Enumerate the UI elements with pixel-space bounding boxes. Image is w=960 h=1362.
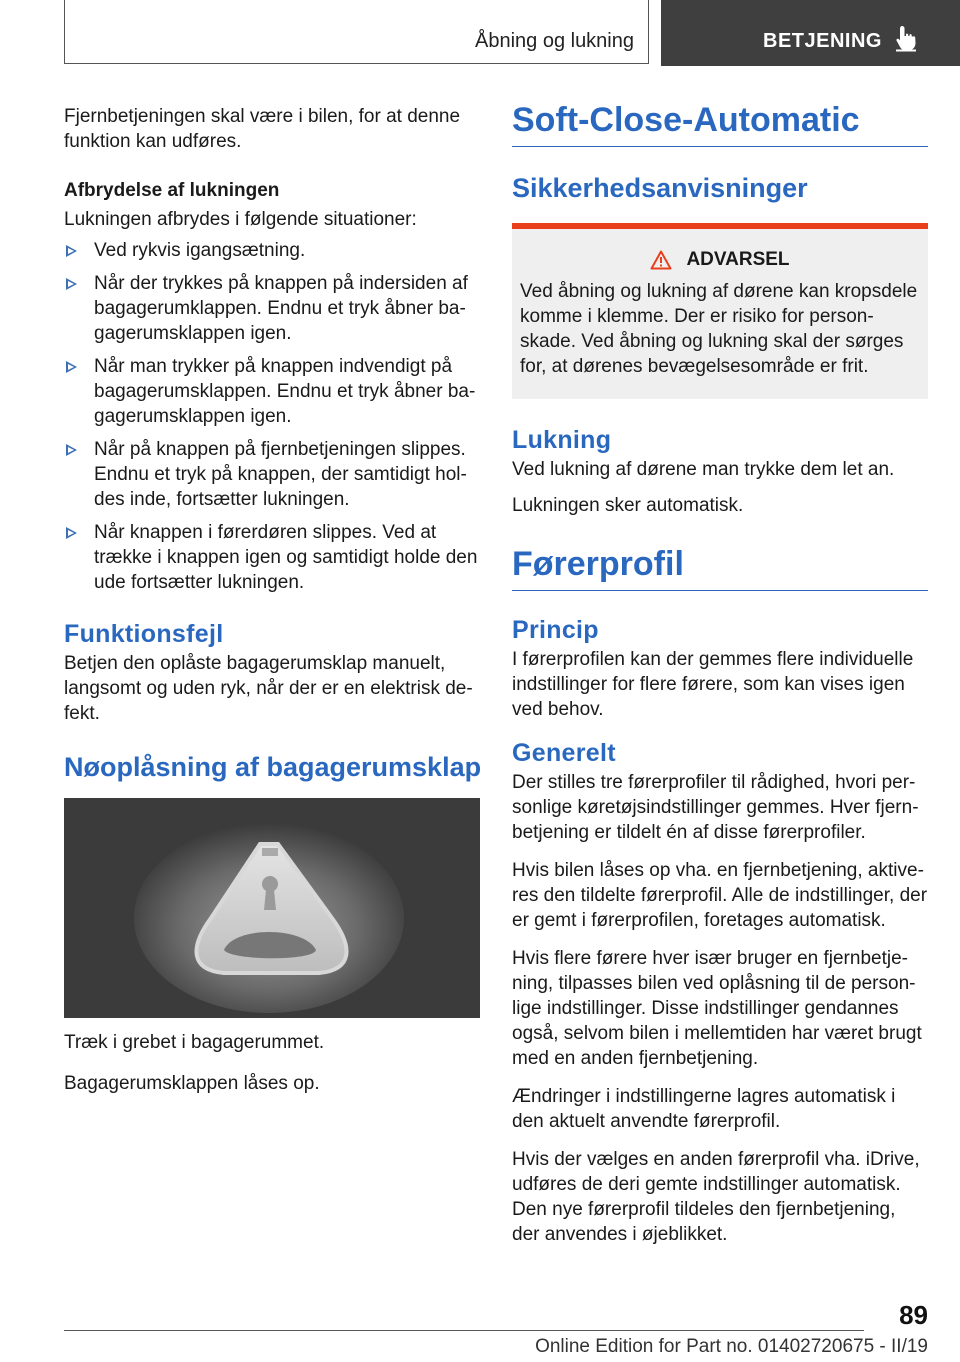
bullet-triangle-icon	[66, 278, 77, 290]
footer-rule	[64, 1330, 864, 1331]
warning-triangle-icon	[650, 250, 672, 270]
trunk-handle-photo	[64, 798, 480, 1018]
list-item: Når man trykker på knappen indvendigt på bagagerumsklappen. Endnu et tryk åbner ba-gagerumsklappen igen.	[64, 354, 482, 429]
interrupt-heading: Afbrydelse af lukningen	[64, 180, 280, 201]
interrupt-list	[64, 238, 482, 595]
fault-heading: Funktionsfejl	[64, 620, 224, 648]
list-item: Når der trykkes på knappen på indersiden af bagagerumklappen. Endnu et tryk åbner ba-gagerumsklappen igen.	[64, 271, 482, 346]
bullet-triangle-icon	[66, 444, 77, 456]
left-column	[64, 104, 482, 1096]
intro-text: Fjernbetjeningen skal være i bilen, for at denne funktion kan udføres.	[64, 106, 461, 152]
soft-close-heading: Soft-Close-Automatic	[512, 101, 860, 139]
list-item: Ved rykvis igangsætning.	[64, 238, 482, 263]
general-para: Hvis der vælges en anden førerprofil vha. iDrive, udføres de deri gemte indstillinger automatisk. Den nye førerprofil tildeles den fjernbetjening, der anvendes i øjeblikket.	[512, 1149, 920, 1245]
closing-heading: Lukning	[512, 426, 612, 454]
heading-rule	[512, 590, 928, 591]
trunk-release-handle-image	[64, 798, 480, 1018]
right-column	[512, 100, 928, 1260]
safety-heading: Sikkerhedsanvisninger	[512, 173, 808, 203]
general-para: Der stilles tre førerprofiler til rådighed, hvori per-sonlige køretøjsindstillinger gemmes. Hver fjern-betjening er tildelt én af disse førerprofiler.	[512, 772, 919, 843]
general-para: Hvis flere førere hver især bruger en fjernbetje-ning, tilpasses bilen ved oplåsning til de person-lige indstillinger. Disse indstillinger gendannes også, selvom bilen i mellemtiden har været brugt med en anden fjernbetjening.	[512, 948, 922, 1069]
hand-pointer-icon	[893, 24, 919, 52]
edition-text: Online Edition for Part no. 01402720675 - II/19	[535, 1336, 928, 1357]
general-para: Hvis bilen låses op vha. en fjernbetjening, aktive-res den tildelte førerprofil. Alle de indstillinger, der er gemt i førerprofilen, foretages automatisk.	[512, 860, 928, 931]
bullet-triangle-icon	[66, 361, 77, 373]
general-para: Ændringer i indstillingerne lagres automatisk i den aktuelt anvendte førerprofil.	[512, 1086, 896, 1132]
bullet-triangle-icon	[66, 527, 77, 539]
section-title: BETJENING	[763, 30, 882, 52]
profile-heading: Førerprofil	[512, 545, 684, 583]
page-number: 89	[899, 1300, 928, 1330]
page-header	[0, 0, 960, 66]
closing-text-1: Ved lukning af dørene man trykke dem let an.	[512, 459, 895, 480]
warning-title: ADVARSEL	[686, 249, 790, 270]
bullet-triangle-icon	[66, 245, 77, 257]
pull-text: Træk i grebet i bagagerummet.	[64, 1032, 325, 1053]
heading-rule	[512, 146, 928, 147]
warning-text: Ved åbning og lukning af dørene kan kropsdele komme i klemme. Der er risiko for person-skade. Ved åbning og lukning skal der sørges for, at dørenes bevægelsesområde er frit.	[520, 281, 918, 377]
unlock-text: Bagagerumsklappen låses op.	[64, 1073, 320, 1094]
chapter-title: Åbning og lukning	[474, 30, 634, 52]
general-heading: Generelt	[512, 739, 616, 767]
list-item: Når knappen i førerdøren slippes. Ved at trække i knappen igen og samtidigt holde den ude fortsætter lukningen.	[64, 520, 482, 595]
warning-title-row	[520, 249, 920, 271]
warning-box	[512, 223, 928, 399]
list-item: Når på knappen på fjernbetjeningen slippes. Endnu et tryk på knappen, der samtidigt hol-des inde, fortsætter lukningen.	[64, 437, 482, 512]
closing-text-2: Lukningen sker automatisk.	[512, 495, 744, 516]
fault-text: Betjen den oplåste bagagerumsklap manuelt, langsomt og uden ryk, når der er en elektrisk de-fekt.	[64, 653, 473, 724]
principle-heading: Princip	[512, 616, 599, 644]
interrupt-intro: Lukningen afbrydes i følgende situationer:	[64, 209, 417, 230]
principle-text: I førerprofilen kan der gemmes flere individuelle indstillinger for flere førere, som kan vises igen ved behov.	[512, 649, 914, 720]
chapter-tab	[64, 0, 649, 64]
emergency-heading: Nøoplåsning af bagagerumsklap	[64, 752, 482, 782]
section-tab	[661, 0, 960, 66]
